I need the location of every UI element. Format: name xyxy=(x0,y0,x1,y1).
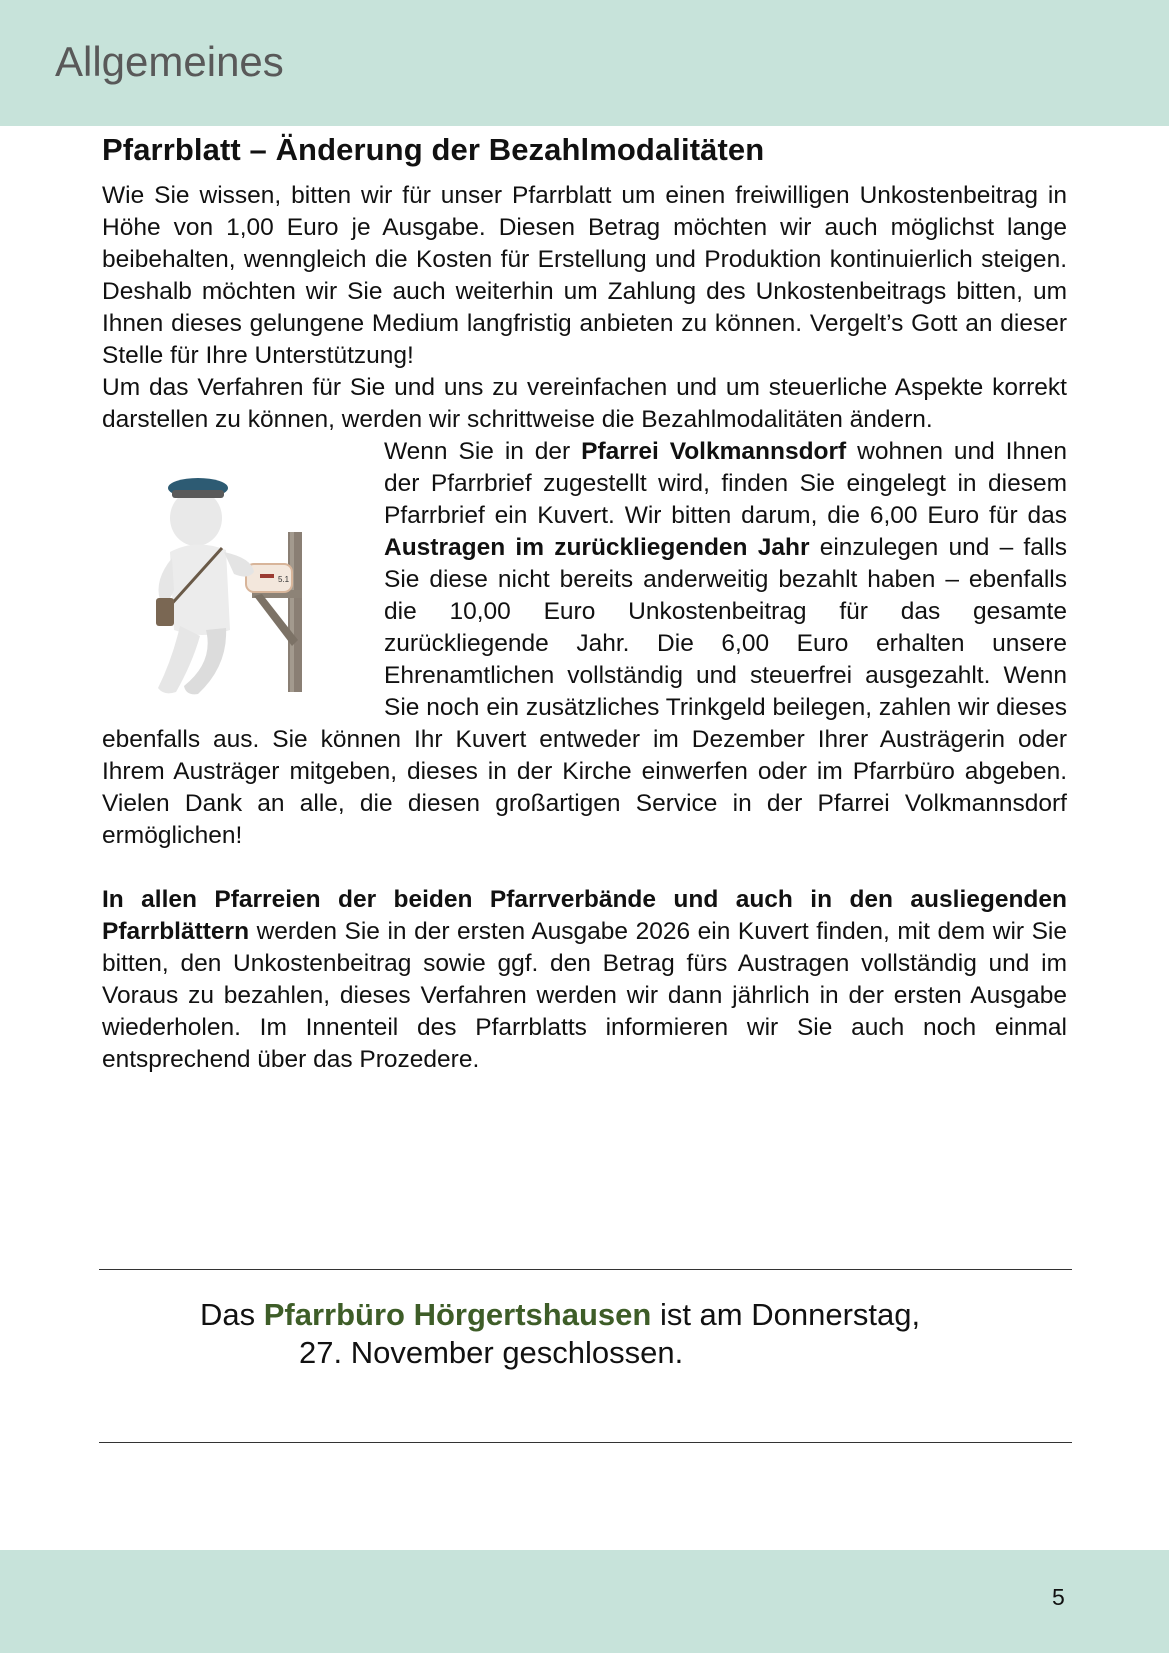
notice-line-1 xyxy=(200,1296,920,1334)
article xyxy=(102,130,1067,1076)
paragraph-volkmannsdorf xyxy=(102,436,1067,852)
text: ist am Donnerstag, xyxy=(651,1297,921,1332)
office-name: Pfarrbüro Hörgertshausen xyxy=(263,1297,652,1332)
svg-text:5.1: 5.1 xyxy=(278,575,290,584)
paragraph-all-parishes xyxy=(102,884,1067,1076)
text: einzulegen und – falls Sie diese nicht bereits anderweitig bezahlt haben – ebenfalls die 10,00 Euro Unkostenbeitrag für das gesamte zurückliegende Jahr. Die 6,00 Euro erhalten unsere Ehrenamtlichen vollständig und steuerfrei ausgezahlt. Wenn Sie noch ein zusätzliches Trinkgeld beilegen, zahlen wir dieses ebenfalls aus. Sie können Ihr Kuvert entweder im Dezember Ihrer Austrägerin oder Ihrem Austräger mitgeben, dieses in der Kirche einwerfen oder im Pfarrbüro abgeben. Vielen Dank an alle, die diesen großartigen Service in der Pfarrei Volkmannsdorf ermöglichen! xyxy=(102,534,1067,849)
bold-all-parishes: In allen Pfarreien der beiden Pfarrverbände und auch in den ausliegenden Pfarrblättern xyxy=(102,886,1067,945)
paragraph-intro: Wie Sie wissen, bitten wir für unser Pfarrblatt um einen freiwilligen Unkostenbeitrag in Höhe von 1,00 Euro je Ausgabe. Diesen Betrag möchten wir auch möglichst lange beibehalten, wenngleich die Kosten für Erstellung und Produktion kontinuierlich steigen. Deshalb möchten wir Sie auch weiterhin um Zahlung des Unkostenbeitrags bitten, um Ihnen dieses gelungene Medium langfristig anbieten zu können. Vergelt’s Gott an dieser Stelle für Ihre Unterstützung! xyxy=(102,182,1067,369)
spacer xyxy=(102,852,1067,884)
divider-top xyxy=(99,1269,1072,1270)
section-title: Allgemeines xyxy=(55,38,284,85)
bold-parish-name: Pfarrei Volkmannsdorf xyxy=(581,438,847,465)
page-number: 5 xyxy=(1052,1584,1065,1610)
postman-icon xyxy=(102,440,372,710)
text: Das xyxy=(200,1297,264,1332)
paragraph-procedure: Um das Verfahren für Sie und uns zu vereinfachen und um steuerliche Aspekte korrekt darstellen zu können, werden wir schrittweise die Bezahlmodalitäten ändern. xyxy=(102,374,1067,433)
header-band xyxy=(0,0,1169,126)
notice-line-2: 27. November geschlossen. xyxy=(299,1335,684,1370)
bold-delivery-note: Austragen im zurückliegenden Jahr xyxy=(384,534,810,561)
text: werden Sie in der ersten Ausgabe 2026 ein Kuvert finden, mit dem wir Sie bitten, den Unkostenbeitrag sowie ggf. den Betrag fürs Austragen vollständig und im Voraus zu bezahlen, dieses Verfahren werden wir dann jährlich in der ersten Ausgabe wiederholen. Im Innenteil des Pfarrblatts informieren wir Sie auch noch einmal entsprechend über das Prozedere. xyxy=(102,918,1067,1073)
divider-bottom xyxy=(99,1442,1072,1443)
text: wohnen und Ihnen der Pfarrbrief zugestellt wird, finden Sie eingelegt in diesem Pfarrbrief ein Kuvert. Wir bitten darum, die 6,00 Euro für das xyxy=(384,438,1067,529)
article-title: Pfarrblatt – Änderung der Bezahlmodalitäten xyxy=(102,132,765,167)
postman-illustration xyxy=(102,440,372,710)
footer-band xyxy=(0,1550,1169,1653)
text: Wenn Sie in der xyxy=(384,438,582,465)
